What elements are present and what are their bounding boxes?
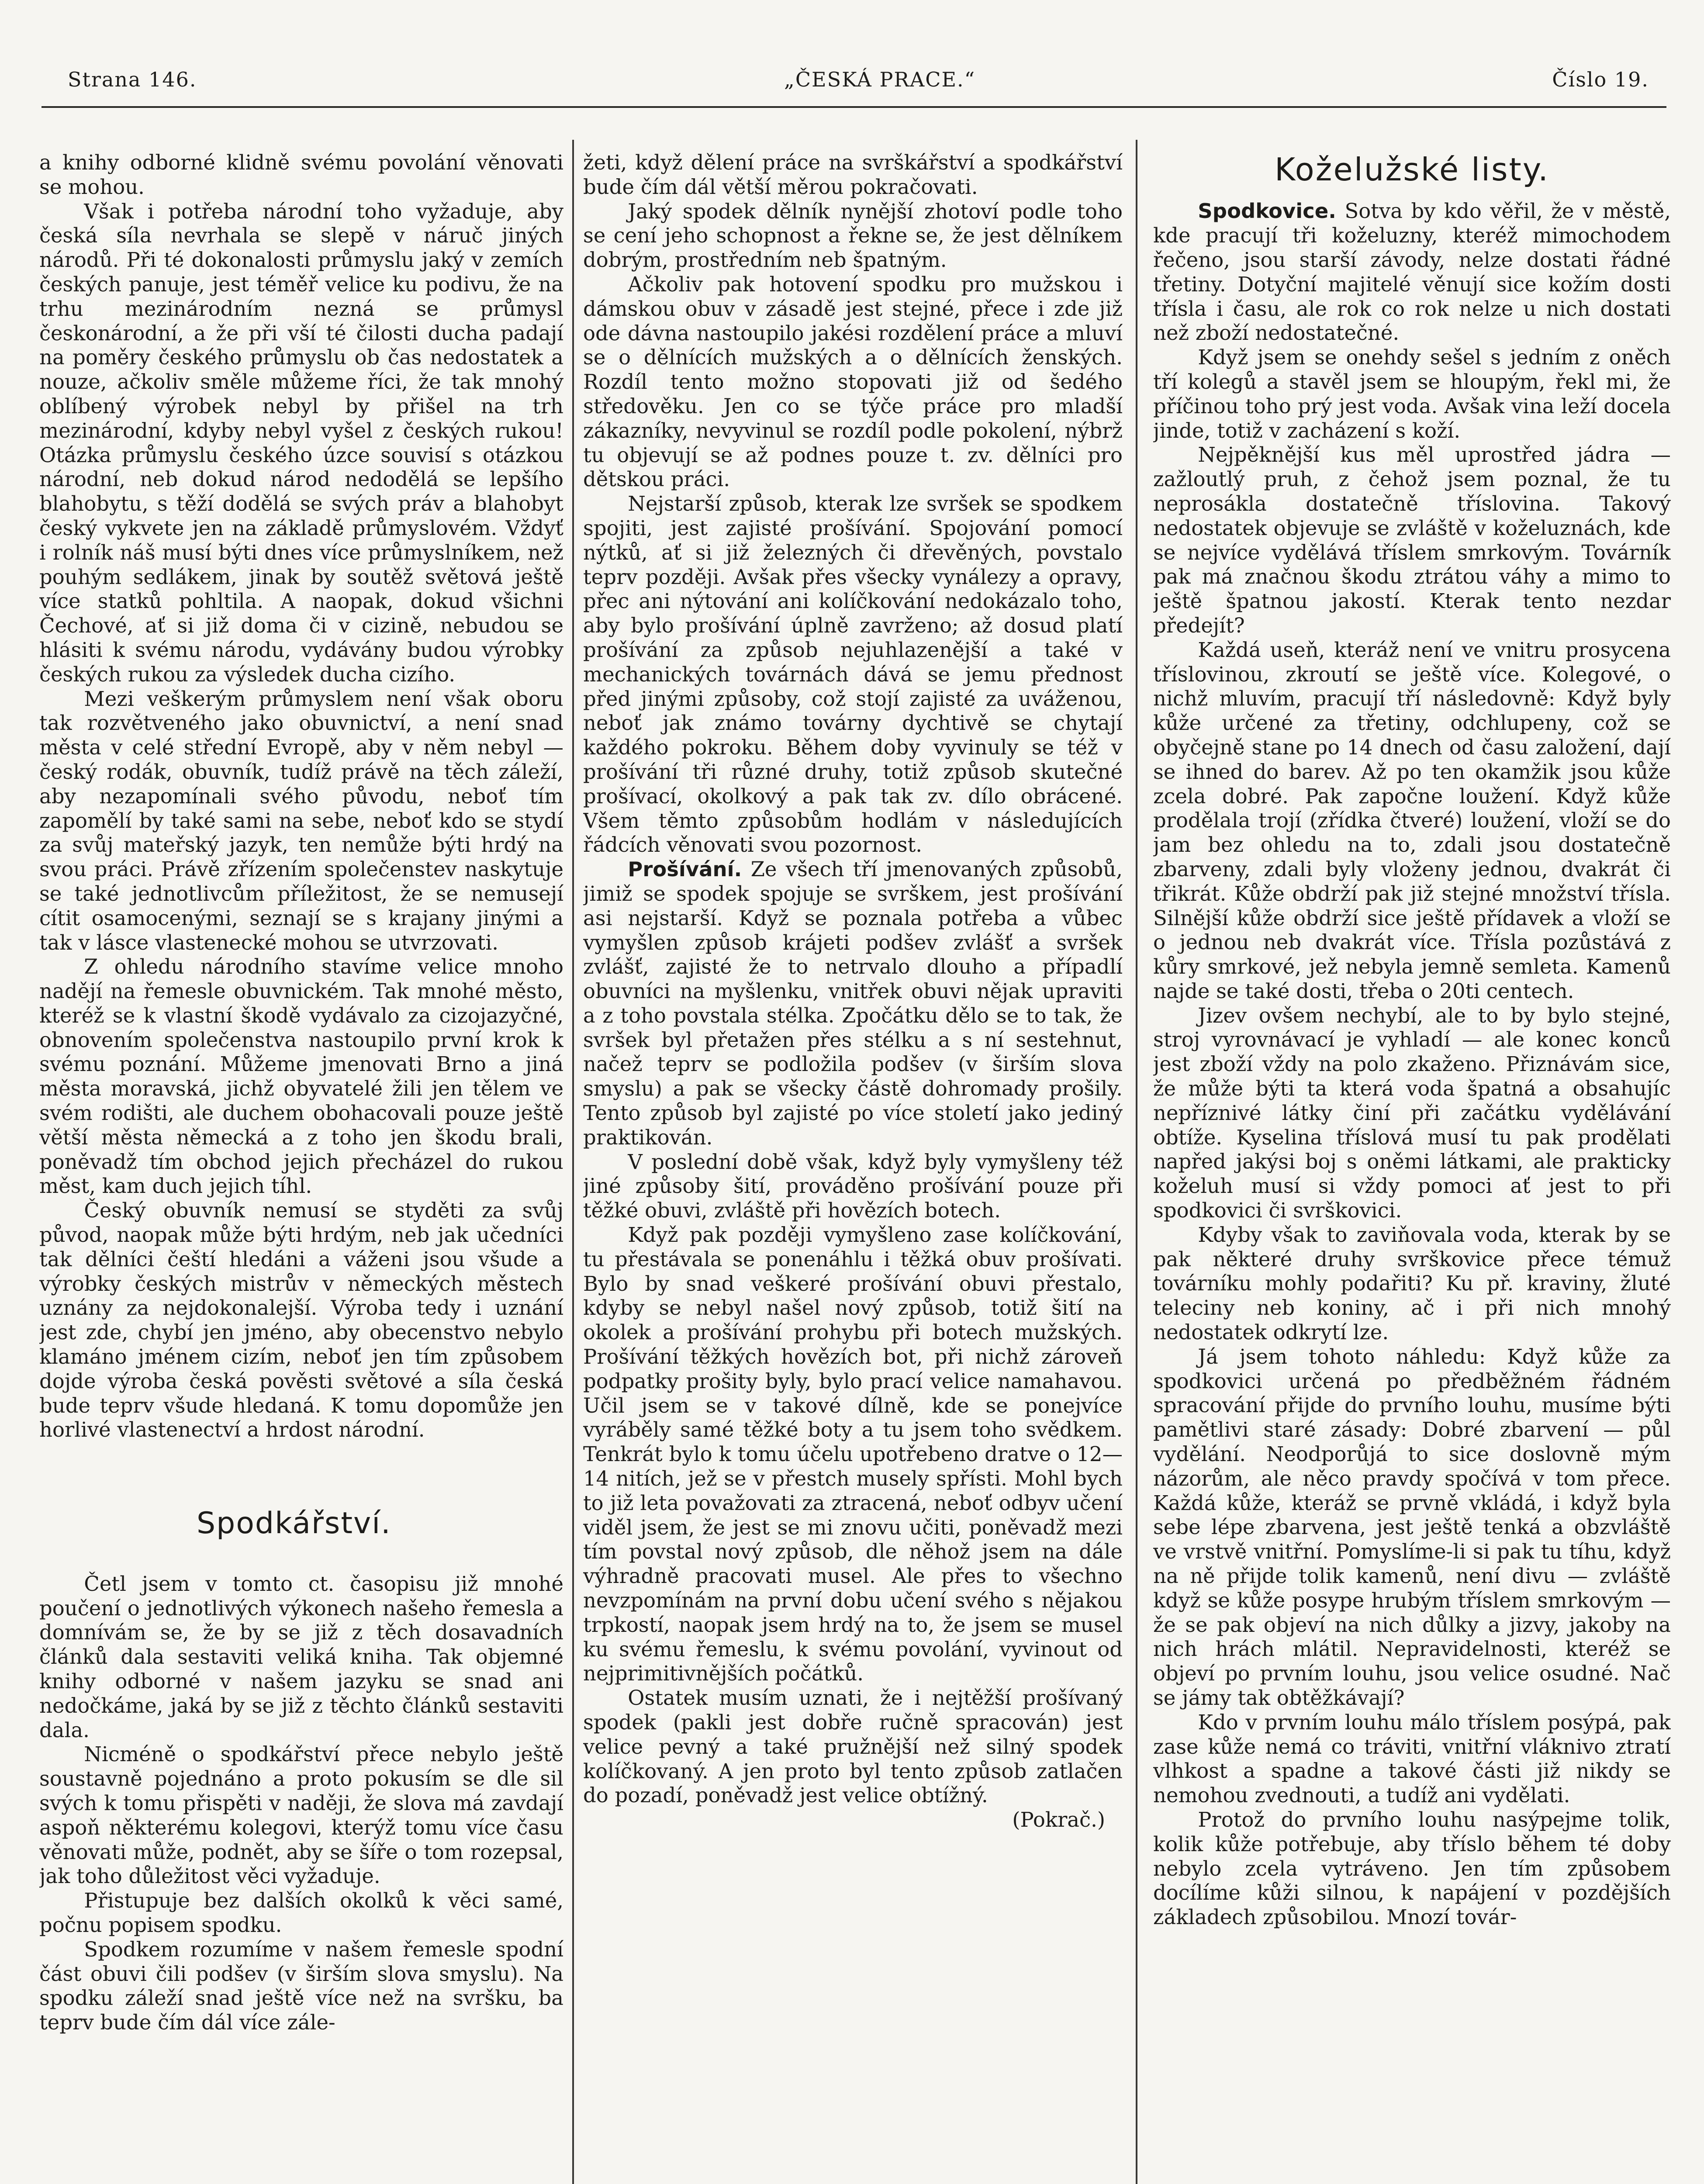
section-title-spodkarstvi: Spodkářství. — [197, 1506, 391, 1541]
paragraph: Kdo v prvním louhu málo tříslem posýpá, pak zase kůže nemá co tráviti, vnitřní vláknivo ztratí vlhkost a spadne a takové části již nikdy se nemohou zvednouti, a tudíž ani vydělati. — [1153, 1710, 1671, 1807]
column-divider-right — [1136, 140, 1137, 2184]
paragraph: Mezi veškerým průmyslem není však oboru tak rozvětveného jako obuvnictví, a není snad města v celé střední Evropě, aby v něm nebyl — český rodák, obuvník, tudíž právě na těch záleží, aby nezapomínali svého původu, neboť tím zapomělí by také sami na sebe, neboť kdo se stydí za svůj mateřský jazyk, ten nemůže býti hrdý na svou práci. Právě zřízením společenstev naskytuje se také jednotlivcům příležitost, že se nemusejí cítit osamocenými, seznají se s krajany jinými a tak v lásce vlastenecké mohou se utvrzovati. — [39, 687, 563, 954]
paragraph: žeti, když dělení práce na svrškářství a spodkářství bude čím dál větší měrou pokračovati. — [583, 151, 1123, 199]
paragraph-text: Ze všech tří jmenovaných způsobů, jimiž se spodek spojuje se svrškem, jest prošívání asi nejstarší. Když se poznala potřeba a vůbec vymyšlen způsob krájeti podšev zvlášť a svršek zvlášť, zajisté že to netrvalo dlouho a případlí obuvníci na myšlenku, vnitřek obuvi nějak upraviti a z toho povstala stélka. Zpočátku dělo se to tak, že svršek byl přetažen přes stélku a s ní sestehnut, načež teprv se podložila podšev (v širším slova smyslu) a pak se všecky částě dohromady prošily. Tento způsob byl zajisté po více století jako jediný praktikován. — [583, 857, 1123, 1149]
paragraph: Však i potřeba národní toho vyžaduje, aby česká síla nevrhala se slepě v náruč jiných národů. Při té dokonalosti průmyslu jaký v zemích českých panuje, jest téměř velice ku podivu, že na trhu mezinárodním nezná se průmysl českonárodní, a že při vší té čilosti ducha padají na poměry českého průmyslu ob čas nedostatek a nouze, ačkoliv směle můžeme říci, že tak mnohý oblíbený výrobek nebyl by přišel na trh mezinárodní, kdyby nebyl vyšel z českých rukou! Otázka průmyslu českého úzce souvisí s otázkou národní, neb dokud národ nedodělá se lepšího blahobytu, s těží dodělá se svých práv a blahobyt český vykvete jen na základě průmyslovém. Vždyť i rolník náš musí býti dnes více průmyslníkem, než pouhým sedlákem, jinak by soutěž světová ještě více statků pohltila. A naopak, dokud všichni Čechové, ať si již doma či v cizině, nebudou se hlásiti k svému národu, vydávány budou výrobky českých rukou za výsledek ducha cizího. — [39, 199, 563, 686]
journal-title: „ČESKÁ PRACE.“ — [784, 68, 976, 91]
paragraph: a knihy odborné klidně svému povolání věnovati se mohou. — [39, 151, 563, 199]
paragraph: Jizev ovšem nechybí, ale to by bylo stejné, stroj vyrovnávací je vyhladí — ale konec konců jest zboží vždy na polo zkaženo. Přiznávám sice, že může býti ta která voda špatná a obsahujíc nepříznivé látky činí při začátku vydělávání obtíže. Kyselina tříslová musí tu pak prodělati napřed jakýsi boj s oněmi látkami, ale prakticky koželuh musí si vždy pomoci ať jest to při spodkovici či svrškovici. — [1153, 1003, 1671, 1223]
column-left — [39, 151, 563, 2184]
column-divider-left — [572, 140, 574, 2184]
paragraph: Kdyby však to zaviňovala voda, kterak by se pak některé druhy svrškovice přece témuž továrníku mohly podařiti? Ku př. kraviny, žluté telecinу neb koniny, ač i při nich mnohý nedostatek odkrytí lze. — [1153, 1223, 1671, 1344]
paragraph: Každá useň, kteráž není ve vnitru prosycena tříslovinou, zkroutí se ještě více. Kolegové, o nichž mluvím, pracují tří následovně: Když byly kůže určené za třetiny, odchlupeny, což se obyčejně stane po 14 dnech od času založení, dají se ihned do barev. Až po ten okamžik jsou kůže zcela dobré. Pak započne loužení. Když kůže prodělala trojí (zřídka čtveré) loužení, vloží se do jam bez ohledu na to, zdali jsou dostatečně zbarveny, zdali byly vloženy jednou, dvakrát či třikrát. Kůže obdrží pak již stejné množství třísla. Silnější kůže obdrží sice ještě přídavek a vloží se o jednou neb dvakrát více. Třísla pozůstává z kůry smrkové, jež nebyla jemně semleta. Kamenů najde se také dosti, třeba o 20ti centech. — [1153, 638, 1671, 1003]
paragraph: Když pak později vymyšleno zase kolíčkování, tu přestávala se ponenáhlu i těžká obuv prošívati. Bylo by snad veškeré prošívání obuvi přestalo, kdyby se nebyl našel nový způsob, totiž šití na okolek a prošívání prohybu při botech mužských. Prošívání těžkých hovězích bot, při nichž zároveň podpatky prošity byly, bylo prací velice namahavou. Učil jsem se v takové dílně, kde se ponejvíce vyráběly samé těžké boty a tu jsem toho svědkem. Tenkrát bylo k tomu účelu upotřebeno dratve o 12—14 nitích, jež se v přestch musely spřísti. Mohl bych to již leta považovati za ztracená, neboť odbyv učení viděl jsem, že jest se mi znovu učiti, poněvadž mezi tím povstal nový způsob, dle něhož jsem na dále výhradně pracovati musel. Ale přes to všechno nevzpomínám na první dobu učení svého s nějakou trpkostí, naopak jsem hrdý na to, že jsem se musel ku svému řemeslu, k svému povolání, vyvinout od nejprimitivnějších počátků. — [583, 1223, 1123, 1686]
issue-number: Číslo 19. — [1552, 68, 1649, 91]
paragraph: V poslední době však, když byly vymyšleny též jiné způsoby šití, prováděno prošívání pouze při těžké obuvi, zvláště při hovězích botech. — [583, 1150, 1123, 1223]
paragraph-spodkovice — [1153, 199, 1671, 346]
paragraph: Já jsem tohoto náhledu: Když kůže za spodkovici určená po předběžném řádném spracování přijde do prvního louhu, musíme býti pamětlivi staré zásady: Dobré zbarvení — půl vydělání. Neodporůjá to sice doslovně mým názorům, ale něco pravdy spočívá v tom přece. Každá kůže, kteráž se prvně vkládá, i když byla sebe lépe zbarvena, jest ještě tenká a obzvláště ve vrstvě vnitřní. Pomyslíme-li si pak tu tíhu, když na ně přijde tolik kamenů, není divu — zvláště když se kůže posype hrubým tříslem smrkovým — že se pak objeví na nich důlky a jizvy, jakoby na nich hrách mlátil. Nepravidelnosti, kteréž se objeví po prvním louhu, jsou velice osudné. Nač se jámy tak obtěžkávají? — [1153, 1344, 1671, 1710]
paragraph: Když jsem se onehdy sešel s jedním z oněch tří kolegů a stavěl jsem se hloupým, řekl mi, že příčinou toho prý jest voda. Avšak vina leží docela jinde, totiž v zacházení s koží. — [1153, 346, 1671, 442]
paragraph: Nicméně o spodkářství přece nebylo ještě soustavně pojednáno a proto pokusím se dle sil svých k tomu přispěti v naději, že slova má zavdají aspoň některému kolegovi, kterýž tomu více času věnovati může, podnět, aby se šíře o tom rozepsal, jak toho důležitost věci vyžaduje. — [39, 1742, 563, 1888]
paragraph: Spodkem rozumíme v našem řemesle spodní část obuvi čili podšev (v širším slova smyslu). Na spodku záleží snad ještě více než na svršku, ba teprv bude čím dál více zále- — [39, 1937, 563, 2035]
paragraph: Protož do prvního louhu nasýpejme tolik, kolik kůže potřebuje, aby tříslo během té doby nebylo zcela vytráveno. Jen tím způsobem docílíme kůži silnou, k napájení v pozdějších základech způsobilou. Mnozí továr- — [1153, 1807, 1671, 1929]
paragraph: Ostatek musím uznati, že i nejtěžší prošívaný spodek (pakli jest dobře ručně spracován) jest velice pevný a také pružnější než silný spodek kolíčkovaný. A jen proto byl tento způsob zatlačen do pozadí, poněvadž jest velice obtížný. — [583, 1686, 1123, 1807]
paragraph: Český obuvník nemusí se styděti za svůj původ, naopak může býti hrdým, neb jak učedníci tak dělníci čeští hledáni a váženi jsou všude a výrobky českých mistrův v německých městech uznány za nejdokonalejší. Výroba tedy i uznání jest zde, chybí jen jméno, aby obecenstvo nebylo klamáno jménem cizím, neboť jen tím způsobem dojde výroba česká pověsti světové a síla česká bude teprv všude hledaná. K tomu dopomůže jen horlivé vlastenectví a hrdost národní. — [39, 1199, 563, 1442]
lead-word: Prošívání. — [628, 857, 742, 881]
paragraph: Z ohledu národního stavíme velice mnoho nadějí na řemesle obuvnickém. Tak mnohé město, kteréž se k vlastní škodě vydávalo za cizojazyčné, obnovením společenstva nastoupilo první krok k svému poznání. Můžeme jmenovati Brno a jiná města moravská, jichž obyvatelé žili jen tělem ve svém rodišti, ale duchem obohacovali pouze ještě větší města německá a z toho jen škodu brali, poněvadž tím obchod jejich přecházel do rukou měst, kam duch jejich tíhl. — [39, 955, 563, 1198]
column-middle — [583, 151, 1123, 2184]
lead-word: Spodkovice. — [1198, 199, 1336, 223]
paragraph-text: Sotva by kdo věřil, že v městě, kde pracují tři koželuzny, kteréž mimochodem řečeno, jsou starší závody, nelze dostati řádné třetiny. Dotyční majitelé věnují sice kožím dosti třísla i času, ale rok co rok nelze u nich dostati než zboží nedostatečné. — [1153, 199, 1671, 345]
paragraph: Četl jsem v tomto ct. časopisu již mnohé poučení o jednotlivých výkonech našeho řemesla a domnívám se, že by se již z těch dosavadních článků dala sestaviti veliká kniha. Tak objemné knihy odborné v našem jazyku se snad ani nedočkáme, jaká by se již z těchto článků sestaviti dala. — [39, 1572, 563, 1742]
continued-note: (Pokrač.) — [1012, 1808, 1105, 1832]
paragraph: Nejstarší způsob, kterak lze svršek se spodkem spojiti, jest zajisté prošívání. Spojování pomocí nýtků, ať si již železných či dřevěných, povstalo teprv později. Avšak přes všecky vynálezy a opravy, přec ani nýtování ani kolíčkování nedokázalo toho, aby bylo prošívání úplně zavrženo; až dosud platí prošívání za způsob nejuhlazenější a také v mechanických továrnách dává se jemu přednost před jinými způsoby, což stojí zajisté za uváženou, neboť jak známo továrny dychtivě se chytají každého pokroku. Během doby vyvinuly se též v prošívání tři různé druhy, totiž způsob skutečné prošívací, okolkový a pak tak zv. dílo obrácené. Všem těmto způsobům hodlám v následujících řádcích věnovati svou pozornost. — [583, 492, 1123, 857]
header-rule — [41, 106, 1666, 108]
column-right — [1153, 151, 1671, 2184]
paragraph: Nejpěknější kus měl uprostřed jádra — zažloutlý pruh, z čehož jsem poznal, že tu neprosákla dostatečně tříslovina. Takový nedostatek objevuje se zvláště v koželuznách, kde se nejvíce vydělává tříslem smrkovým. Továrník pak má značnou škodu ztrátou váhy a mimo to ještě špatnou jakostí. Kterak tento nezdar předejít? — [1153, 443, 1671, 637]
paragraph: Ačkoliv pak hotovení spodku pro mužskou i dámskou obuv v zásadě jest stejné, přece i zde již ode dávna nastoupilo jakési rozdělení práce a mluví se o dělnících mužských a o dělnících ženských. Rozdíl tento možno stopovati již od šedého středověku. Jen co se týče práce pro mladší zákazníky, nevyvinul se rozdíl podle pokolení, nýbrž tu objevují se až podnes pouze t. zv. dělníci pro dětskou práci. — [583, 272, 1123, 491]
paragraph: Jaký spodek dělník nynější zhotoví podle toho se cení jeho schopnost a řekne se, že jest dělníkem dobrým, prostředním neb špatným. — [583, 199, 1123, 272]
paragraph-prosivani — [583, 857, 1123, 1150]
section-title-kozeluzske-listy: Koželužské listy. — [1274, 151, 1549, 188]
page-number: Strana 146. — [68, 68, 197, 91]
page-header — [41, 68, 1666, 116]
paragraph: Přistupuje bez dalších okolků k věci samé, počnu popisem spodku. — [39, 1889, 563, 1937]
